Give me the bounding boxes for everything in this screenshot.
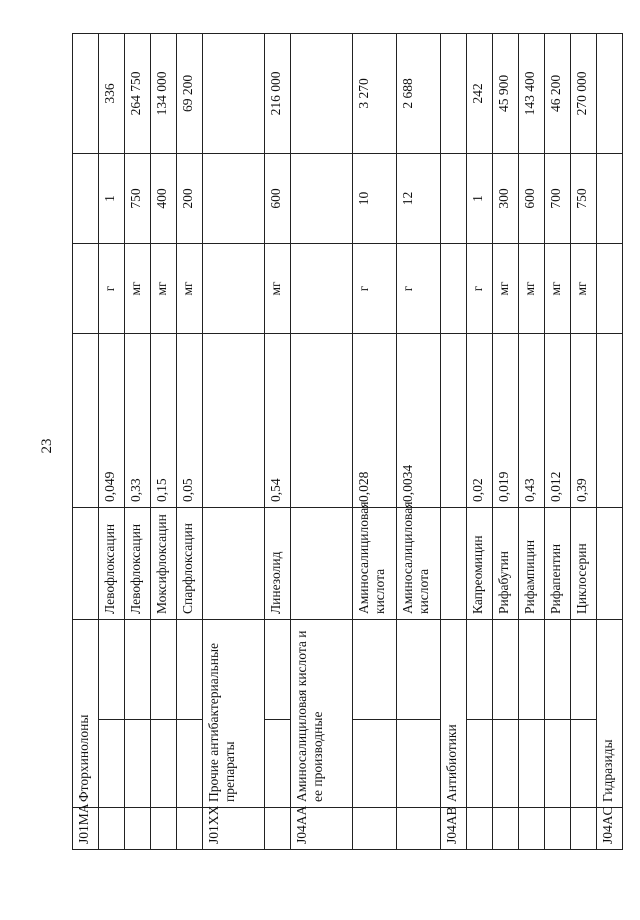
cell-ddd: 0,54 [265, 333, 291, 507]
cell-total: 134 000 [151, 33, 177, 153]
table-row [291, 33, 353, 849]
cell-dose [597, 153, 623, 243]
table-row [151, 33, 177, 849]
cell-total: 46 200 [545, 33, 571, 153]
cell-code [467, 808, 493, 850]
cell-name: Моксифлоксацин [151, 507, 177, 619]
cell-code [571, 808, 597, 850]
cell-name [73, 507, 99, 619]
cell-ddd: 0,05 [177, 333, 203, 507]
cell-total: 270 000 [571, 33, 597, 153]
cell-empty [519, 619, 545, 719]
cell-dose: 200 [177, 153, 203, 243]
cell-unit [73, 243, 99, 333]
cell-total [203, 33, 265, 153]
table-row [73, 33, 99, 849]
cell-code [125, 808, 151, 850]
cell-name: Левофлоксацин [125, 507, 151, 619]
drug-table [72, 33, 623, 850]
cell-code [545, 808, 571, 850]
cell-ddd: 0,39 [571, 333, 597, 507]
cell-empty [177, 619, 203, 719]
cell-group [519, 720, 545, 808]
cell-group [125, 720, 151, 808]
cell-dose: 400 [151, 153, 177, 243]
cell-dose: 300 [493, 153, 519, 243]
cell-name: Циклосерин [571, 507, 597, 619]
cell-empty [151, 619, 177, 719]
cell-empty [545, 619, 571, 719]
cell-code [519, 808, 545, 850]
cell-code [397, 808, 441, 850]
cell-unit [203, 243, 265, 333]
cell-total: 3 270 [353, 33, 397, 153]
cell-dose: 12 [397, 153, 441, 243]
cell-group [151, 720, 177, 808]
cell-total: 143 400 [519, 33, 545, 153]
cell-unit [441, 243, 467, 333]
drug-table-body [73, 33, 623, 849]
cell-dose: 1 [99, 153, 125, 243]
cell-empty [397, 619, 441, 719]
cell-name: Капреомицин [467, 507, 493, 619]
cell-ddd: 0,019 [493, 333, 519, 507]
cell-group: Фторхинолоны [73, 619, 99, 807]
cell-code [177, 808, 203, 850]
cell-total [73, 33, 99, 153]
cell-dose [441, 153, 467, 243]
cell-unit: мг [177, 243, 203, 333]
cell-empty [467, 619, 493, 719]
cell-dose: 10 [353, 153, 397, 243]
cell-name: Левофлоксацин [99, 507, 125, 619]
cell-group [467, 720, 493, 808]
cell-unit: г [99, 243, 125, 333]
cell-group: Гидразиды [597, 619, 623, 807]
cell-unit: мг [519, 243, 545, 333]
cell-dose [291, 153, 353, 243]
cell-name: Аминосалициловая кислота [397, 507, 441, 619]
cell-code [353, 808, 397, 850]
cell-name: Рифапентин [545, 507, 571, 619]
cell-total: 45 900 [493, 33, 519, 153]
cell-group: Аминосалициловая кислота и ее производные [291, 619, 353, 807]
table-row [125, 33, 151, 849]
cell-group [265, 720, 291, 808]
cell-unit: г [397, 243, 441, 333]
cell-group [493, 720, 519, 808]
cell-empty [125, 619, 151, 719]
cell-ddd [597, 333, 623, 507]
cell-dose: 600 [519, 153, 545, 243]
cell-group [545, 720, 571, 808]
cell-code: J01XX [203, 808, 265, 850]
cell-code: J04AB [441, 808, 467, 850]
cell-group [99, 720, 125, 808]
cell-unit: мг [493, 243, 519, 333]
cell-group [397, 720, 441, 808]
cell-code [493, 808, 519, 850]
cell-ddd [291, 333, 353, 507]
cell-name [291, 507, 353, 619]
cell-code [151, 808, 177, 850]
cell-unit: мг [545, 243, 571, 333]
cell-total: 69 200 [177, 33, 203, 153]
cell-dose [73, 153, 99, 243]
cell-name: Аминосалициловая кислота [353, 507, 397, 619]
cell-unit: мг [125, 243, 151, 333]
cell-ddd [73, 333, 99, 507]
cell-unit: мг [265, 243, 291, 333]
table-row [571, 33, 597, 849]
cell-name: Рифабутин [493, 507, 519, 619]
cell-unit [597, 243, 623, 333]
cell-unit: г [353, 243, 397, 333]
cell-ddd: 0,15 [151, 333, 177, 507]
table-row [545, 33, 571, 849]
cell-total: 2 688 [397, 33, 441, 153]
cell-total: 216 000 [265, 33, 291, 153]
table-row [519, 33, 545, 849]
cell-dose: 1 [467, 153, 493, 243]
page-number: 23 [39, 438, 55, 454]
cell-unit: мг [151, 243, 177, 333]
table-row [467, 33, 493, 849]
cell-group [571, 720, 597, 808]
cell-group: Антибиотики [441, 619, 467, 807]
cell-dose: 600 [265, 153, 291, 243]
cell-dose [203, 153, 265, 243]
cell-group [353, 720, 397, 808]
cell-ddd: 0,012 [545, 333, 571, 507]
cell-total [597, 33, 623, 153]
cell-empty [353, 619, 397, 719]
cell-code: J01MA [73, 808, 99, 850]
cell-group [177, 720, 203, 808]
cell-name: Линезолид [265, 507, 291, 619]
table-row [203, 33, 265, 849]
cell-name: Рифампицин [519, 507, 545, 619]
cell-unit: г [467, 243, 493, 333]
cell-name [203, 507, 265, 619]
table-row [493, 33, 519, 849]
table-row [353, 33, 397, 849]
cell-empty [265, 619, 291, 719]
cell-name [597, 507, 623, 619]
table-row [177, 33, 203, 849]
cell-ddd [441, 333, 467, 507]
cell-code [265, 808, 291, 850]
table-row [397, 33, 441, 849]
cell-total [291, 33, 353, 153]
cell-ddd: 0,33 [125, 333, 151, 507]
table-row [99, 33, 125, 849]
cell-ddd: 0,028 [353, 333, 397, 507]
cell-ddd: 0,43 [519, 333, 545, 507]
cell-empty [571, 619, 597, 719]
cell-code [99, 808, 125, 850]
table-row [597, 33, 623, 849]
cell-total: 264 750 [125, 33, 151, 153]
cell-name [441, 507, 467, 619]
cell-unit [291, 243, 353, 333]
cell-ddd: 0,0034 [397, 333, 441, 507]
cell-unit: мг [571, 243, 597, 333]
cell-group: Прочие антибактериальные препараты [203, 619, 265, 807]
cell-dose: 750 [125, 153, 151, 243]
cell-total [441, 33, 467, 153]
cell-code: J04AC [597, 808, 623, 850]
table-row [441, 33, 467, 849]
rotated-table-container [72, 34, 615, 850]
cell-ddd [203, 333, 265, 507]
cell-dose: 700 [545, 153, 571, 243]
cell-empty [493, 619, 519, 719]
cell-empty [99, 619, 125, 719]
cell-dose: 750 [571, 153, 597, 243]
cell-total: 242 [467, 33, 493, 153]
cell-ddd: 0,02 [467, 333, 493, 507]
cell-name: Спарфлоксацин [177, 507, 203, 619]
cell-total: 336 [99, 33, 125, 153]
rotated-table-frame [72, 34, 615, 850]
cell-code: J04AA [291, 808, 353, 850]
cell-ddd: 0,049 [99, 333, 125, 507]
table-row [265, 33, 291, 849]
